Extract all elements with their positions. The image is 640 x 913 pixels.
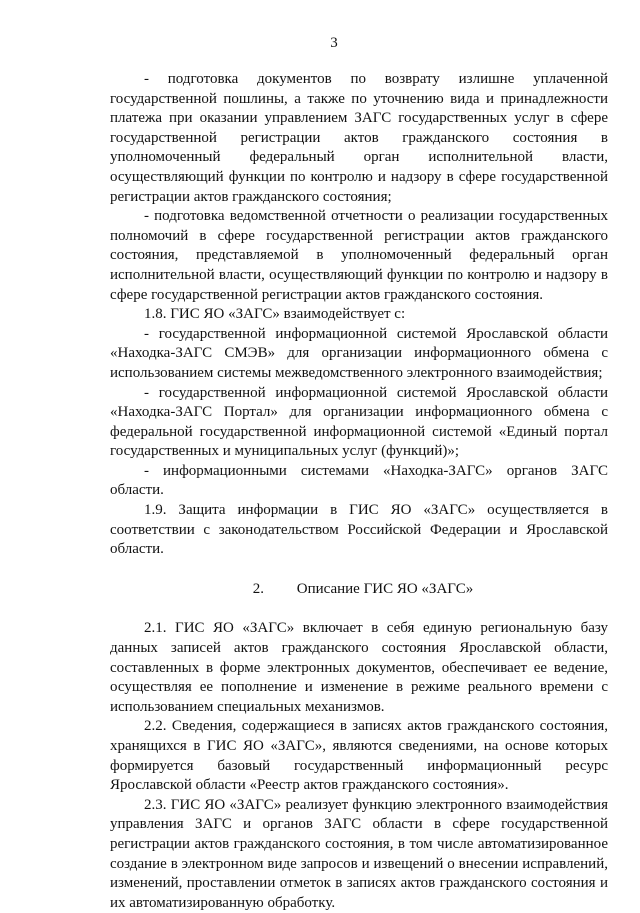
paragraph-1-8: 1.8. ГИС ЯО «ЗАГС» взаимодействует с:: [144, 306, 406, 323]
paragraph-1-9: 1.9. Защита информации в ГИС ЯО «ЗАГС» осуществляется в соответствии с законодательством Российской Федерации и Ярославской области.: [110, 502, 608, 558]
paragraph-2-1: 2.1. ГИС ЯО «ЗАГС» включает в себя единую региональную базу данных записей актов гражданского состояния Ярославской области, составленных в форме электронных документов, обеспечивает ее ведение, осуществляя ее пополнение и изменение в режиме реального времени с использованием специальных механизмов.: [110, 620, 608, 715]
section-heading: [110, 580, 608, 600]
paragraph-bullet-smev: - государственной информационной системой Ярославской области «Находка-ЗАГС СМЭВ» для организации информационного обмена с использованием системы межведомственного электронного взаимодействия;: [110, 325, 608, 381]
paragraph-bullet-refund-duty: - подготовка документов по возврату излишне уплаченной государственной пошлины, а также по уточнению вида и принадлежности платежа при оказании управлением ЗАГС государственных услуг в сфере государственной регистрации актов гражданского состояния в уполномоченный федеральный орган исполнительной власти, осуществляющий функции по контролю и надзору в сфере государственной регистрации актов гражданского состояния;: [110, 71, 608, 205]
section-title: Описание ГИС ЯО «ЗАГС»: [296, 580, 474, 597]
paragraph-bullet-nakhodka-systems: - информационными системами «Находка-ЗАГС» органов ЗАГС области.: [110, 462, 608, 499]
paragraph-2-2: 2.2. Сведения, содержащиеся в записях актов гражданского состояния, хранящихся в ГИС ЯО «ЗАГС», являются сведениями, на основе которых формируется базовый государственный информационный ресурс Ярославской области «Реестр актов гражданского состояния».: [110, 718, 608, 794]
document-body: [110, 70, 608, 913]
section-number: 2.: [252, 580, 264, 597]
paragraph-2-3: 2.3. ГИС ЯО «ЗАГС» реализует функцию электронного взаимодействия управления ЗАГС и органов ЗАГС области в сфере государственной регистрации актов гражданского состояния, в том числе автоматизированное создание в электронном виде запросов и извещений о внесении исправлений, изменений, проставлении отметок в записях актов гражданского состояния и их автоматизированную обработку.: [110, 796, 608, 911]
paragraph-bullet-portal: - государственной информационной системой Ярославской области «Находка-ЗАГС Портал» для организации информационного обмена с федеральной государственной информационной системой «Единый портал государственных и муниципальных услуг (функций)»;: [110, 384, 608, 460]
page-number: 3: [330, 35, 338, 51]
paragraph-bullet-departmental-reporting: - подготовка ведомственной отчетности о реализации государственных полномочий в сфере государственной регистрации актов гражданского состояния, представляемой в уполномоченный федеральный орган исполнительной власти, осуществляющий функции по контролю и надзору в сфере государственной регистрации актов гражданского состояния.: [110, 208, 608, 303]
